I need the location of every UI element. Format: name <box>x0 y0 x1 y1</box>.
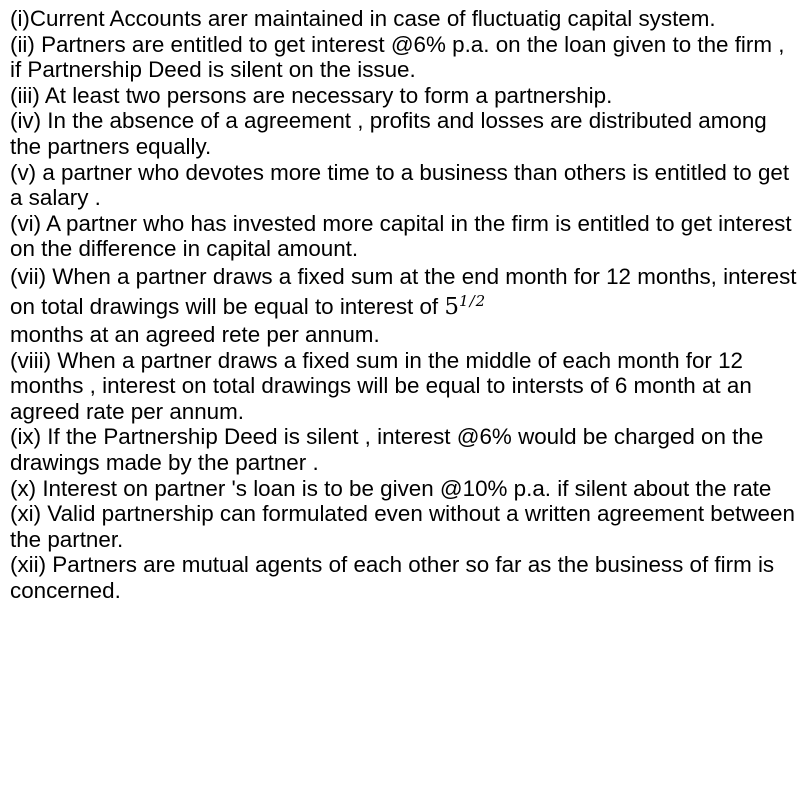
statement-v: (v) a partner who devotes more time to a business than others is entitled to get a salary . <box>10 159 790 211</box>
statement-vi: (vi) A partner who has invested more capital in the firm is entitled to get interest on the difference in capital amount. <box>10 210 792 262</box>
math-exponent: 1/2 <box>459 291 487 310</box>
statement-viii: (viii) When a partner draws a fixed sum in the middle of each month for 12 months , interest on total drawings will be equal to intersts of 6 month at an agreed rate per annum. <box>10 347 752 424</box>
statement-i: (i)Current Accounts arer maintained in case of fluctuatig capital system. <box>10 6 716 31</box>
statement-iii: (iii) At least two persons are necessary to form a partnership. <box>10 82 613 108</box>
math-base: 5 <box>444 293 460 320</box>
statement-vii <box>10 262 798 348</box>
statement-ix: (ix) If the Partnership Deed is silent , interest @6% would be charged on the drawings made by the partner . <box>10 424 764 475</box>
statement-ii: (ii) Partners are entitled to get interest @6% p.a. on the loan given to the firm , if Partnership Deed is silent on the issue. <box>10 31 785 83</box>
statement-xii: (xii) Partners are mutual agents of each other so far as the business of firm is concerned. <box>10 552 775 603</box>
statement-xi: (xi) Valid partnership can formulated even without a written agreement between the partner. <box>10 501 795 552</box>
statement-vii-text: (vii) When a partner draws a fixed sum at the end month for 12 months, interest on total drawings will be equal to interest of <box>10 263 797 319</box>
statement-iv: (iv) In the absence of a agreement , profits and losses are distributed among the partners equally. <box>10 108 767 159</box>
math-expression <box>444 291 487 320</box>
statement-x: (x) Interest on partner 's loan is to be given @10% p.a. if silent about the rate <box>10 475 772 501</box>
statement-vii-continuation: months at an agreed rete per annum. <box>10 321 380 347</box>
